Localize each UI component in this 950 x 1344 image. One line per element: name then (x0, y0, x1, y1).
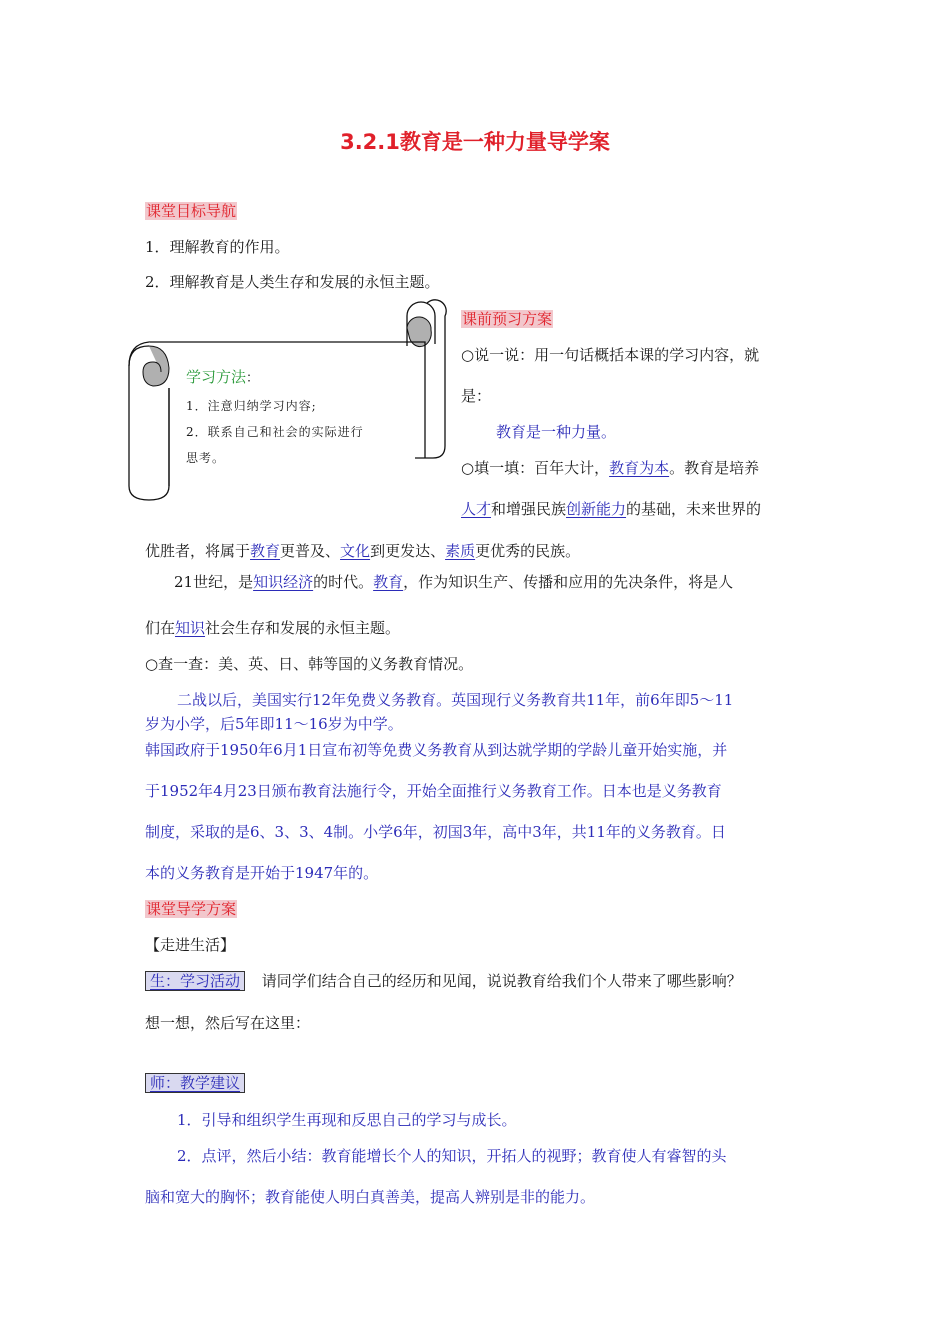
check-answer-5: 制度，采取的是6、3、3、4制。小学6年，初国3年，高中3年，共11年的义务教育。日 (145, 823, 726, 841)
check-line: ○查一查：美、英、日、韩等国的义务教育情况。 (145, 655, 474, 673)
student-text: 请同学们结合自己的经历和见闻，说说教育给我们个人带来了哪些影响？ (261, 972, 742, 990)
fill-blank-2: 人才 (461, 500, 492, 518)
fill-text-3: 和增强民族 (491, 500, 567, 518)
check-answer-3: 韩国政府于1950年6月1日宣布初等免费义务教育从到达就学期的学龄儿童开始实施，并 (145, 741, 728, 759)
fill-text-7: 到更发达、 (370, 542, 446, 560)
scroll-heading (186, 366, 259, 387)
c21-text-1: 21世纪，是 (174, 573, 254, 591)
section-heading-preview (461, 308, 553, 329)
say-answer: 教育是一种力量。 (496, 423, 617, 441)
c21-blank-3: 知识 (175, 619, 206, 637)
check-answer-6: 本的义务教育是开始于1947年的。 (145, 864, 379, 882)
fill-line-2 (461, 498, 761, 519)
check-answer-4: 于1952年4月23日颁布教育法施行令，开始全面推行义务教育工作。日本也是义务教育 (145, 782, 722, 800)
c21-text-4: 们在 (145, 619, 176, 637)
student-label: 生：学习活动 (145, 971, 245, 991)
student-activity-line (145, 970, 742, 991)
scroll-item-2: 2．联系自己和社会的实际进行 (186, 425, 364, 439)
teacher-tip-2-cont: 脑和宽大的胸怀；教育能使人明白真善美，提高人辨别是非的能力。 (145, 1188, 596, 1206)
preview-heading: 课前预习方案 (462, 310, 553, 328)
fill-blank-1: 教育为本 (609, 459, 670, 477)
classroom-subheading: 【走进生活】 (145, 936, 236, 954)
say-line-2: 是： (461, 387, 492, 405)
scroll-item-2-cont: 思考。 (186, 451, 226, 465)
scroll-item-1: 1．注意归纳学习内容; (186, 399, 317, 413)
section-heading-goals (145, 200, 237, 221)
fill-blank-3: 创新能力 (566, 500, 627, 518)
c21-line-2 (145, 617, 400, 638)
scroll-title: 学习方法 (186, 368, 247, 386)
fill-line-3 (145, 540, 580, 561)
goals-heading: 课堂目标导航 (146, 202, 237, 220)
fill-text-1: ○填一填：百年大计， (461, 459, 610, 477)
goal-item-1: 1．理解教育的作用。 (145, 238, 290, 256)
c21-blank-2: 教育 (373, 573, 404, 591)
teacher-label: 师：教学建议 (145, 1073, 245, 1093)
section-heading-classroom (145, 898, 237, 919)
c21-blank-1: 知识经济 (253, 573, 314, 591)
fill-text-6: 更普及、 (280, 542, 341, 560)
fill-blank-4: 教育 (250, 542, 281, 560)
fill-text-4: 的基础，未来世界的 (626, 500, 762, 518)
c21-text-2: 的时代。 (313, 573, 374, 591)
scroll-title-colon: ： (246, 371, 260, 386)
page-title: 3.2.1教育是一种力量导学案 (340, 130, 610, 154)
fill-blank-5: 文化 (340, 542, 371, 560)
fill-text-8: 更优秀的民族。 (475, 542, 581, 560)
c21-text-3: ，作为知识生产、传播和应用的先决条件，将是人 (403, 573, 734, 591)
fill-text-2: 。教育是培养 (669, 459, 760, 477)
c21-text-5: 社会生存和发展的永恒主题。 (205, 619, 401, 637)
fill-line-1 (461, 457, 759, 478)
goal-item-2: 2．理解教育是人类生存和发展的永恒主题。 (145, 273, 440, 291)
check-answer-1: 二战以后，美国实行12年免费义务教育。英国现行义务教育共11年，前6年即5～11 (177, 691, 734, 709)
c21-line-1 (174, 571, 733, 592)
check-answer-2: 岁为小学，后5年即11～16岁为中学。 (145, 715, 403, 733)
say-line-1: ○说一说：用一句话概括本课的学习内容，就 (461, 346, 760, 364)
fill-text-5: 优胜者，将属于 (145, 542, 251, 560)
teacher-tip-2: 2．点评，然后小结：教育能增长个人的知识，开拓人的视野；教育使人有睿智的头 (177, 1147, 727, 1165)
student-text-2: 想一想，然后写在这里： (145, 1014, 311, 1032)
classroom-heading: 课堂导学方案 (146, 900, 237, 918)
teacher-label-line (145, 1072, 245, 1093)
teacher-tip-1: 1．引导和组织学生再现和反思自己的学习与成长。 (177, 1111, 517, 1129)
fill-blank-6: 素质 (445, 542, 476, 560)
